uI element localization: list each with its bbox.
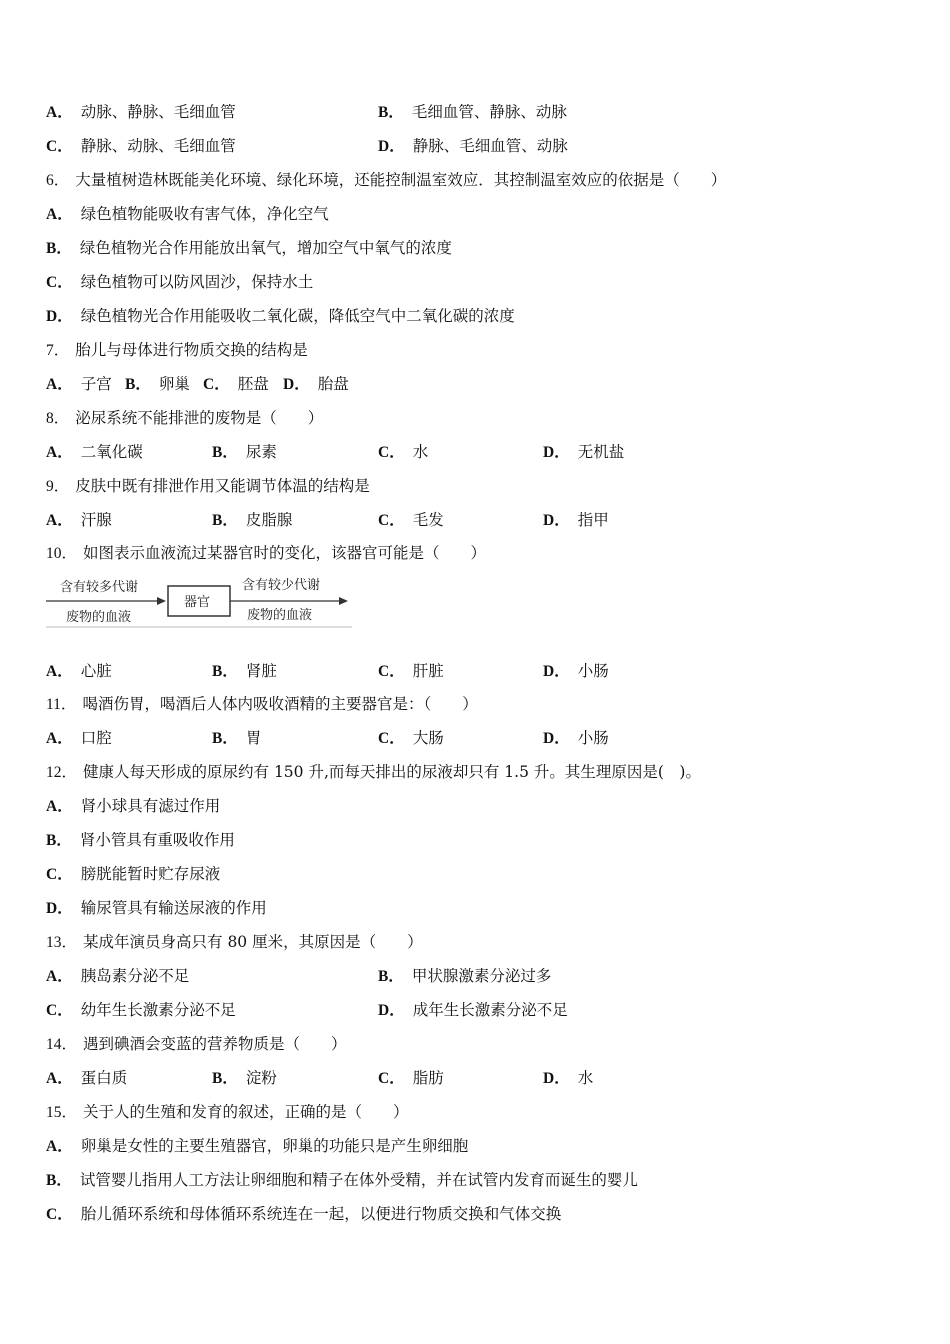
q10-option-d: D． 小肠 <box>543 662 609 680</box>
diagram-left-bottom-label: 废物的血液 <box>66 610 132 625</box>
q14-option-b: B． 淀粉 <box>212 1069 277 1087</box>
diagram-right-arrowhead <box>339 597 348 605</box>
q9-option-b: B． 皮脂腺 <box>212 511 293 529</box>
q6-option-c: C． 绿色植物可以防风固沙，保持水土 <box>46 273 314 291</box>
diagram-left-top-label: 含有较多代谢 <box>60 580 139 595</box>
q6-option-a: A． 绿色植物能吸收有害气体，净化空气 <box>46 205 329 223</box>
q8-option-a: A． 二氧化碳 <box>46 443 143 461</box>
q11-option-a: A． 口腔 <box>46 729 112 747</box>
q12-stem: 12． 健康人每天形成的原尿约有 150 升,而每天排出的尿液却只有 1.5 升。其生理原因是( )。 <box>46 763 701 781</box>
q5-option-b: B． 毛细血管、静脉、动脉 <box>378 103 567 121</box>
q14-option-d: D． 水 <box>543 1069 594 1087</box>
q12-option-c: C． 膀胱能暂时贮存尿液 <box>46 865 221 883</box>
q13-stem: 13． 某成年演员身高只有 80 厘米，其原因是（ ） <box>46 933 423 951</box>
q9-option-d: D． 指甲 <box>543 511 609 529</box>
q15-option-c: C． 胎儿循环系统和母体循环系统连在一起，以便进行物质交换和气体交换 <box>46 1205 562 1223</box>
q15-option-b: B． 试管婴儿指用人工方法让卵细胞和精子在体外受精，并在试管内发育而诞生的婴儿 <box>46 1171 638 1189</box>
q6-option-b: B． 绿色植物光合作用能放出氧气，增加空气中氧气的浓度 <box>46 239 452 257</box>
q5-option-a: A． 动脉、静脉、毛细血管 <box>46 103 236 121</box>
diagram-left-arrowhead <box>157 597 166 605</box>
q10-option-a: A． 心脏 <box>46 662 112 680</box>
q10-blood-flow-diagram <box>46 574 352 630</box>
q10-option-c: C． 肝脏 <box>378 662 444 680</box>
q7-option-b: B． 卵巢 <box>125 375 190 393</box>
q13-option-c: C． 幼年生长激素分泌不足 <box>46 1001 236 1019</box>
q11-option-c: C． 大肠 <box>378 729 444 747</box>
diagram-organ-label: 器官 <box>184 595 211 610</box>
q9-stem: 9． 皮肤中既有排泄作用又能调节体温的结构是 <box>46 477 370 495</box>
q15-stem: 15． 关于人的生殖和发育的叙述，正确的是（ ） <box>46 1103 409 1121</box>
q14-option-c: C． 脂肪 <box>378 1069 444 1087</box>
q13-option-d: D． 成年生长激素分泌不足 <box>378 1001 568 1019</box>
q5-option-c: C． 静脉、动脉、毛细血管 <box>46 137 236 155</box>
q12-option-a: A． 肾小球具有滤过作用 <box>46 797 221 815</box>
q10-diagram-svg <box>46 574 352 630</box>
q8-stem: 8． 泌尿系统不能排泄的废物是（ ） <box>46 409 324 427</box>
q7-option-a: A． 子宫 <box>46 375 112 393</box>
diagram-right-top-label: 含有较少代谢 <box>242 578 321 593</box>
q13-option-b: B． 甲状腺激素分泌过多 <box>378 967 552 985</box>
q7-stem: 7． 胎儿与母体进行物质交换的结构是 <box>46 341 308 359</box>
q15-option-a: A． 卵巢是女性的主要生殖器官，卵巢的功能只是产生卵细胞 <box>46 1137 469 1155</box>
q8-option-d: D． 无机盐 <box>543 443 625 461</box>
q11-stem: 11． 喝酒伤胃，喝酒后人体内吸收酒精的主要器官是：（ ） <box>46 695 478 713</box>
q10-stem: 10． 如图表示血液流过某器官时的变化，该器官可能是（ ） <box>46 544 487 562</box>
q10-option-b: B． 肾脏 <box>212 662 277 680</box>
q7-option-d: D． 胎盘 <box>283 375 349 393</box>
q11-option-d: D． 小肠 <box>543 729 609 747</box>
diagram-right-bottom-label: 废物的血液 <box>247 608 313 623</box>
q8-option-b: B． 尿素 <box>212 443 277 461</box>
q11-option-b: B． 胃 <box>212 729 262 747</box>
q13-option-a: A． 胰岛素分泌不足 <box>46 967 190 985</box>
q12-option-d: D． 输尿管具有输送尿液的作用 <box>46 899 267 917</box>
q5-option-d: D． 静脉、毛细血管、动脉 <box>378 137 568 155</box>
q8-option-c: C． 水 <box>378 443 429 461</box>
q9-option-c: C． 毛发 <box>378 511 444 529</box>
q12-option-b: B． 肾小管具有重吸收作用 <box>46 831 235 849</box>
q14-stem: 14． 遇到碘酒会变蓝的营养物质是（ ） <box>46 1035 347 1053</box>
q14-option-a: A． 蛋白质 <box>46 1069 128 1087</box>
q9-option-a: A． 汗腺 <box>46 511 112 529</box>
q6-stem: 6． 大量植树造林既能美化环境、绿化环境，还能控制温室效应．其控制温室效应的依据是（ ） <box>46 171 727 189</box>
q6-option-d: D． 绿色植物光合作用能吸收二氧化碳，降低空气中二氧化碳的浓度 <box>46 307 515 325</box>
q7-option-c: C． 胚盘 <box>203 375 269 393</box>
